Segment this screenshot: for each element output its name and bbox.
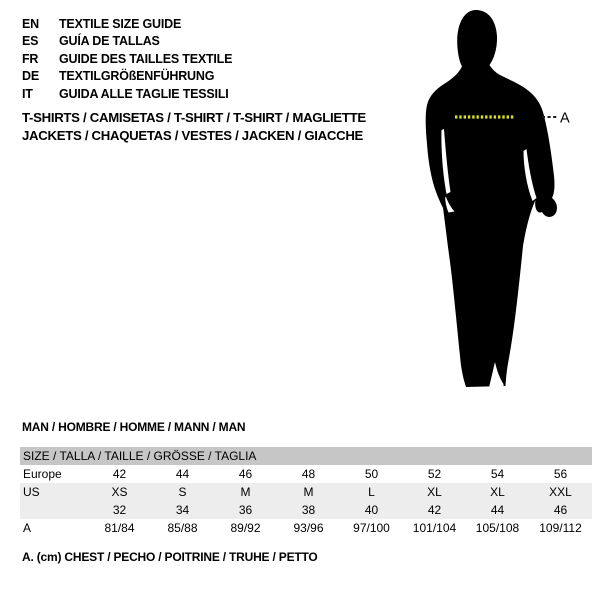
size-table <box>20 447 592 537</box>
table-cell: XL <box>427 485 442 499</box>
table-cell: M <box>303 485 314 499</box>
language-guide-list <box>22 16 232 103</box>
category-line-tshirts: T-SHIRTS / CAMISETAS / T-SHIRT / T-SHIRT / MAGLIETTE <box>22 110 366 125</box>
table-cell: 46 <box>553 503 568 517</box>
language-code: IT <box>22 86 33 101</box>
table-cell: XL <box>490 485 505 499</box>
table-cell: 50 <box>364 467 379 481</box>
row-label: US <box>23 485 40 499</box>
measurement-footnote: A. (cm) CHEST / PECHO / POITRINE / TRUHE / PETTO <box>22 550 318 564</box>
list-item <box>22 86 232 103</box>
row-label: Europe <box>23 467 62 481</box>
table-cell: 42 <box>427 503 442 517</box>
table-cell: 56 <box>553 467 568 481</box>
table-cell: 36 <box>238 503 253 517</box>
row-label <box>20 501 88 519</box>
category-line-jackets: JACKETS / CHAQUETAS / VESTES / JACKEN / GIACCHE <box>22 127 364 143</box>
measure-label-a: A <box>560 110 570 127</box>
table-row-us-numeric <box>20 501 592 519</box>
table-row-europe <box>20 465 592 483</box>
table-header-label: SIZE / TALLA / TAILLE / GRÖSSE / TAGLIA <box>23 449 257 463</box>
table-cell: 42 <box>112 467 127 481</box>
language-label: GUIDA ALLE TAGLIE TESSILI <box>59 86 229 101</box>
table-cell: 38 <box>301 503 316 517</box>
row-label: A <box>23 521 32 535</box>
language-code: DE <box>22 69 39 84</box>
list-item <box>22 33 232 50</box>
list-item <box>22 16 232 33</box>
man-silhouette <box>395 5 580 397</box>
table-row-us <box>20 483 592 501</box>
table-cell: 109/112 <box>539 521 582 535</box>
table-cell: 52 <box>427 467 442 481</box>
table-row-chest <box>20 519 592 537</box>
table-cell: XXL <box>549 485 572 499</box>
table-cell: S <box>178 485 187 499</box>
man-figure <box>395 5 580 397</box>
language-label: TEXTILGRÖßENFÜHRUNG <box>59 69 215 84</box>
table-cell: M <box>240 485 251 499</box>
category-titles <box>22 109 366 144</box>
language-code: ES <box>22 34 39 49</box>
table-cell: 105/108 <box>475 521 520 535</box>
language-code: EN <box>22 17 39 31</box>
table-cell: 81/84 <box>104 521 135 535</box>
table-cell: 40 <box>364 503 379 517</box>
table-cell: 32 <box>112 503 127 517</box>
language-label: GUIDE DES TAILLES TEXTILE <box>59 51 233 66</box>
table-cell: 44 <box>490 503 505 517</box>
language-label: TEXTILE SIZE GUIDE <box>59 17 182 31</box>
table-cell: 97/100 <box>353 521 390 535</box>
table-cell: 89/92 <box>230 521 261 535</box>
table-cell: 46 <box>238 467 253 481</box>
language-label: GUÍA DE TALLAS <box>59 34 160 49</box>
table-cell: 101/104 <box>412 521 457 535</box>
list-item <box>22 51 232 68</box>
table-cell: 34 <box>175 503 190 517</box>
table-cell: L <box>368 485 375 499</box>
table-cell: 93/96 <box>293 521 324 535</box>
table-cell: 54 <box>490 467 505 481</box>
section-title-man: MAN / HOMBRE / HOMME / MANN / MAN <box>22 420 246 434</box>
list-item <box>22 68 232 85</box>
table-cell: 44 <box>175 467 190 481</box>
table-header-row <box>20 447 592 465</box>
table-cell: 48 <box>301 467 316 481</box>
language-code: FR <box>22 51 39 66</box>
table-cell: 85/88 <box>167 521 198 535</box>
table-cell: XS <box>111 485 128 499</box>
